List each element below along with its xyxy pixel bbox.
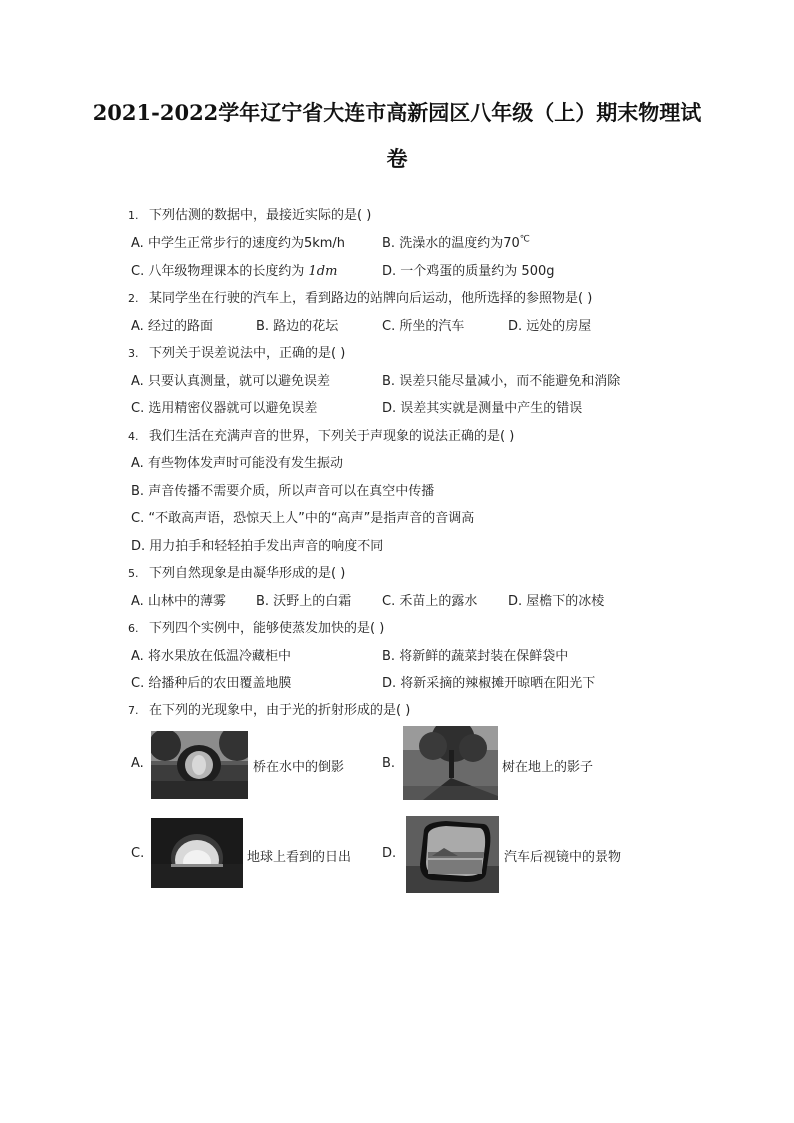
question-5-option-c: C. 禾苗上的露水 [382, 594, 478, 609]
bridge-reflection-image [151, 731, 248, 799]
question-4-option-a: A. 有些物体发声时可能没有发生振动 [131, 456, 343, 471]
question-7-option-d-caption: 汽车后视镜中的景物 [504, 850, 622, 865]
question-7-option-c-caption: 地球上看到的日出 [247, 850, 352, 865]
question-2-option-d: D. 远处的房屋 [508, 319, 592, 334]
question-6-option-c: C. 给播种后的农田覆盖地膜 [131, 676, 292, 691]
question-7-stem: 7. 在下列的光现象中，由于光的折射形成的是( ) [128, 703, 411, 718]
question-2-option-b: B. 路边的花坛 [256, 319, 339, 334]
question-7-option-d-letter: D. [382, 846, 397, 861]
page-title-line1: 2021-2022学年辽宁省大连市高新园区八年级（上）期末物理试 [92, 100, 702, 125]
question-3-option-c: C. 选用精密仪器就可以避免误差 [131, 401, 318, 416]
question-5-option-a: A. 山林中的薄雾 [131, 594, 226, 609]
question-5-stem: 5. 下列自然现象是由凝华形成的是( ) [128, 566, 346, 581]
question-4-stem: 4. 我们生活在充满声音的世界，下列关于声现象的说法正确的是( ) [128, 429, 515, 444]
question-3-stem: 3. 下列关于误差说法中，正确的是( ) [128, 346, 346, 361]
page-title-line2: 卷 [386, 146, 408, 171]
tree-shadow-image [403, 726, 498, 800]
question-3-option-a: A. 只要认真测量，就可以避免误差 [131, 374, 330, 389]
sunrise-image [151, 818, 243, 888]
car-mirror-image [406, 816, 499, 893]
question-6-option-d: D. 将新采摘的辣椒摊开晾晒在阳光下 [382, 676, 596, 691]
question-4-option-d: D. 用力拍手和轻轻拍手发出声音的响度不同 [131, 539, 384, 554]
question-7-option-b-letter: B. [382, 756, 396, 771]
question-6-stem: 6. 下列四个实例中，能够使蒸发加快的是( ) [128, 621, 385, 636]
question-5-option-b: B. 沃野上的白霜 [256, 594, 352, 609]
question-1-option-c: C. 八年级物理课本的长度约为 1dm [131, 264, 338, 279]
question-6-option-a: A. 将水果放在低温冷藏柜中 [131, 649, 291, 664]
question-7-option-a-letter: A. [131, 756, 144, 771]
question-1-option-b: B. 洗澡水的温度约为70℃ [382, 234, 530, 251]
question-6-option-b: B. 将新鲜的蔬菜封装在保鲜袋中 [382, 649, 569, 664]
question-4-option-b: B. 声音传播不需要介质，所以声音可以在真空中传播 [131, 484, 435, 499]
question-1-option-d: D. 一个鸡蛋的质量约为 500g [382, 264, 555, 279]
question-7-option-b-caption: 树在地上的影子 [502, 760, 594, 775]
question-1-option-a: A. 中学生正常步行的速度约为5km/h [131, 236, 346, 251]
question-2-option-a: A. 经过的路面 [131, 319, 213, 334]
question-3-option-d: D. 误差其实就是测量中产生的错误 [382, 401, 583, 416]
question-4-option-c: C. “不敢高声语，恐惊天上人”中的“高声”是指声音的音调高 [131, 511, 475, 526]
question-2-stem: 2. 某同学坐在行驶的汽车上，看到路边的站牌向后运动，他所选择的参照物是( ) [128, 291, 593, 306]
question-5-option-d: D. 屋檐下的冰棱 [508, 594, 605, 609]
question-7-option-c-letter: C. [131, 846, 145, 861]
question-3-option-b: B. 误差只能尽量减小，而不能避免和消除 [382, 374, 621, 389]
question-7-option-a-caption: 桥在水中的倒影 [253, 760, 345, 775]
question-2-option-c: C. 所坐的汽车 [382, 319, 465, 334]
question-1-stem: 1. 下列估测的数据中，最接近实际的是( ) [128, 208, 372, 223]
